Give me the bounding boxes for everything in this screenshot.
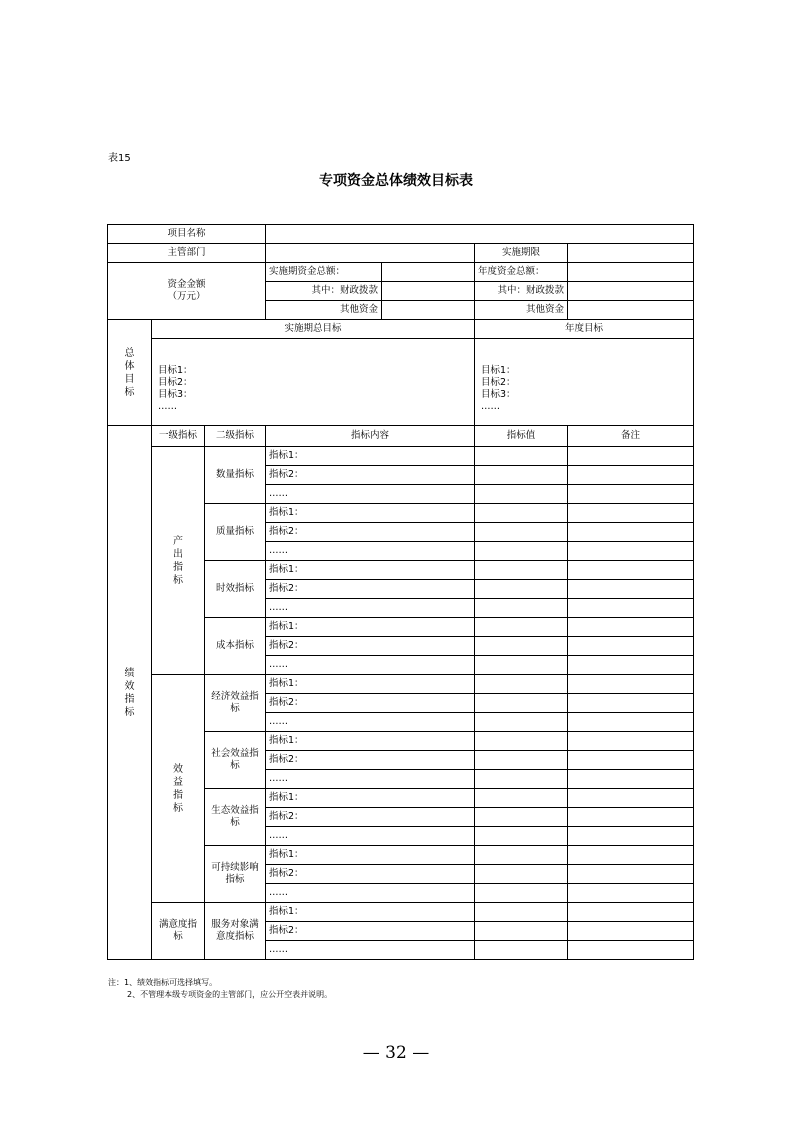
indicator-content-cell[interactable]: 指标2： bbox=[266, 694, 475, 713]
indicator-remark-cell[interactable] bbox=[568, 732, 694, 751]
level1-text: 效益指标 bbox=[173, 763, 183, 814]
indicator-value-cell[interactable] bbox=[475, 827, 568, 846]
indicator-value-cell[interactable] bbox=[475, 846, 568, 865]
level1-text: 满意度指标 bbox=[158, 919, 197, 942]
indicator-remark-cell[interactable] bbox=[568, 903, 694, 922]
indicator-content-cell[interactable]: 指标2： bbox=[266, 865, 475, 884]
period-goal-3: 目标3： bbox=[158, 389, 193, 400]
indicator-value-cell[interactable] bbox=[475, 865, 568, 884]
level2-cell: 社会效益指标 bbox=[205, 732, 266, 789]
funds-label-text: 资金金额 bbox=[167, 279, 206, 290]
period-goal-4: …… bbox=[158, 401, 177, 412]
indicator-remark-cell[interactable] bbox=[568, 884, 694, 903]
other-funds-period-field[interactable] bbox=[382, 301, 475, 320]
indicator-remark-cell[interactable] bbox=[568, 523, 694, 542]
indicator-remark-cell[interactable] bbox=[568, 789, 694, 808]
fiscal-funds-period-field[interactable] bbox=[382, 282, 475, 301]
indicator-value-cell[interactable] bbox=[475, 751, 568, 770]
indicator-remark-cell[interactable] bbox=[568, 599, 694, 618]
level2-cell: 服务对象满意度指标 bbox=[205, 903, 266, 960]
period-field[interactable] bbox=[568, 244, 694, 263]
period-goal-1: 目标1： bbox=[158, 365, 193, 376]
level2-header: 二级指标 bbox=[205, 426, 266, 447]
indicator-remark-cell[interactable] bbox=[568, 694, 694, 713]
indicator-value-cell[interactable] bbox=[475, 789, 568, 808]
indicator-content-cell[interactable]: 指标1： bbox=[266, 789, 475, 808]
indicator-content-cell[interactable]: …… bbox=[266, 599, 475, 618]
page-number: — 32 — bbox=[362, 1043, 430, 1063]
indicator-value-cell[interactable] bbox=[475, 447, 568, 466]
indicator-value-cell[interactable] bbox=[475, 732, 568, 751]
annual-funds-field[interactable] bbox=[568, 263, 694, 282]
level2-cell: 质量指标 bbox=[205, 504, 266, 561]
indicator-remark-cell[interactable] bbox=[568, 846, 694, 865]
indicator-value-cell[interactable] bbox=[475, 637, 568, 656]
department-field[interactable] bbox=[266, 244, 475, 263]
indicator-content-cell[interactable]: 指标1： bbox=[266, 732, 475, 751]
indicator-value-cell[interactable] bbox=[475, 694, 568, 713]
indicator-content-cell[interactable]: 指标1： bbox=[266, 675, 475, 694]
level2-cell: 数量指标 bbox=[205, 447, 266, 504]
overall-goal-label-text: 总体目标 bbox=[124, 347, 135, 398]
notes bbox=[108, 977, 332, 1001]
indicator-remark-cell[interactable] bbox=[568, 922, 694, 941]
indicator-content-cell[interactable]: …… bbox=[266, 485, 475, 504]
indicator-remark-cell[interactable] bbox=[568, 504, 694, 523]
indicator-value-cell[interactable] bbox=[475, 466, 568, 485]
level2-cell: 可持续影响指标 bbox=[205, 846, 266, 903]
indicator-content-cell[interactable]: 指标2： bbox=[266, 922, 475, 941]
indicator-value-cell[interactable] bbox=[475, 675, 568, 694]
indicator-content-cell[interactable]: …… bbox=[266, 827, 475, 846]
indicator-value-cell[interactable] bbox=[475, 504, 568, 523]
period-goals-cell[interactable] bbox=[152, 339, 475, 426]
indicator-value-cell[interactable] bbox=[475, 599, 568, 618]
indicator-content-cell[interactable]: 指标2： bbox=[266, 580, 475, 599]
period-goal-header: 实施期总目标 bbox=[152, 320, 475, 339]
level1-cell bbox=[152, 675, 205, 903]
indicator-content-cell[interactable]: 指标1： bbox=[266, 561, 475, 580]
level1-cell bbox=[152, 447, 205, 675]
total-period-funds-label: 实施期资金总额： bbox=[266, 263, 382, 282]
indicator-value-cell[interactable] bbox=[475, 713, 568, 732]
indicator-content-cell[interactable]: …… bbox=[266, 884, 475, 903]
indicator-remark-cell[interactable] bbox=[568, 466, 694, 485]
indicator-remark-cell[interactable] bbox=[568, 656, 694, 675]
project-name-field[interactable] bbox=[266, 225, 694, 244]
annual-goal-1: 目标1： bbox=[481, 365, 516, 376]
indicator-remark-cell[interactable] bbox=[568, 637, 694, 656]
indicator-remark-cell[interactable] bbox=[568, 770, 694, 789]
annual-goal-header: 年度目标 bbox=[475, 320, 694, 339]
document-title: 专项资金总体绩效目标表 bbox=[319, 173, 473, 189]
indicator-value-cell[interactable] bbox=[475, 922, 568, 941]
indicator-value-cell[interactable] bbox=[475, 561, 568, 580]
indicator-value-cell[interactable] bbox=[475, 808, 568, 827]
content-header: 指标内容 bbox=[266, 426, 475, 447]
note-1: 注：1、绩效指标可选择填写。 bbox=[108, 978, 218, 987]
indicator-content-cell[interactable]: …… bbox=[266, 770, 475, 789]
indicator-content-cell[interactable]: …… bbox=[266, 542, 475, 561]
other-funds-period-label: 其他资金 bbox=[266, 301, 382, 320]
funds-unit: （万元） bbox=[167, 291, 206, 302]
indicator-value-cell[interactable] bbox=[475, 770, 568, 789]
indicator-content-cell[interactable]: 指标1： bbox=[266, 447, 475, 466]
indicator-value-cell[interactable] bbox=[475, 618, 568, 637]
indicator-remark-cell[interactable] bbox=[568, 751, 694, 770]
overall-goal-label bbox=[108, 320, 152, 426]
level2-cell: 经济效益指标 bbox=[205, 675, 266, 732]
indicator-value-cell[interactable] bbox=[475, 485, 568, 504]
table-number: 表15 bbox=[108, 153, 131, 164]
period-label: 实施期限 bbox=[475, 244, 568, 263]
indicator-content-cell[interactable]: 指标1： bbox=[266, 504, 475, 523]
indicator-remark-cell[interactable] bbox=[568, 561, 694, 580]
indicator-content-cell[interactable]: …… bbox=[266, 656, 475, 675]
indicator-remark-cell[interactable] bbox=[568, 675, 694, 694]
level2-cell: 成本指标 bbox=[205, 618, 266, 675]
funds-label bbox=[108, 263, 266, 320]
indicator-remark-cell[interactable] bbox=[568, 713, 694, 732]
indicator-value-cell[interactable] bbox=[475, 903, 568, 922]
indicator-row bbox=[108, 903, 694, 922]
project-name-label: 项目名称 bbox=[108, 225, 266, 244]
indicator-remark-cell[interactable] bbox=[568, 542, 694, 561]
total-period-funds-field[interactable] bbox=[382, 263, 475, 282]
level2-cell: 时效指标 bbox=[205, 561, 266, 618]
fiscal-funds-annual-label: 其中：财政拨款 bbox=[475, 282, 568, 301]
performance-indicator-label bbox=[108, 426, 152, 960]
fiscal-funds-period-label: 其中：财政拨款 bbox=[266, 282, 382, 301]
department-label: 主管部门 bbox=[108, 244, 266, 263]
other-funds-annual-field[interactable] bbox=[568, 301, 694, 320]
indicator-remark-cell[interactable] bbox=[568, 865, 694, 884]
indicator-value-cell[interactable] bbox=[475, 884, 568, 903]
period-goal-2: 目标2： bbox=[158, 377, 193, 388]
indicator-remark-cell[interactable] bbox=[568, 447, 694, 466]
indicator-content-cell[interactable]: 指标2： bbox=[266, 466, 475, 485]
indicator-remark-cell[interactable] bbox=[568, 827, 694, 846]
annual-goal-2: 目标2： bbox=[481, 377, 516, 388]
level1-header: 一级指标 bbox=[152, 426, 205, 447]
indicator-value-cell[interactable] bbox=[475, 542, 568, 561]
level1-cell bbox=[152, 903, 205, 960]
indicator-value-cell[interactable] bbox=[475, 941, 568, 960]
fiscal-funds-annual-field[interactable] bbox=[568, 282, 694, 301]
indicator-value-cell[interactable] bbox=[475, 656, 568, 675]
indicator-content-cell[interactable]: 指标2： bbox=[266, 637, 475, 656]
indicator-content-cell[interactable]: 指标2： bbox=[266, 523, 475, 542]
indicator-content-cell[interactable]: …… bbox=[266, 713, 475, 732]
indicator-content-cell[interactable]: …… bbox=[266, 941, 475, 960]
indicator-remark-cell[interactable] bbox=[568, 808, 694, 827]
indicator-content-cell[interactable]: 指标1： bbox=[266, 618, 475, 637]
indicator-remark-cell[interactable] bbox=[568, 580, 694, 599]
indicator-content-cell[interactable]: 指标1： bbox=[266, 903, 475, 922]
annual-goal-4: …… bbox=[481, 401, 501, 412]
level2-cell: 生态效益指标 bbox=[205, 789, 266, 846]
performance-indicator-label-text: 绩效指标 bbox=[124, 667, 135, 718]
annual-funds-label: 年度资金总额： bbox=[475, 263, 568, 282]
indicator-row bbox=[108, 447, 694, 466]
indicator-remark-cell[interactable] bbox=[568, 941, 694, 960]
indicator-content-cell[interactable]: 指标2： bbox=[266, 751, 475, 770]
indicator-remark-cell[interactable] bbox=[568, 485, 694, 504]
indicator-content-cell[interactable]: 指标1： bbox=[266, 846, 475, 865]
indicator-content-cell[interactable]: 指标2： bbox=[266, 808, 475, 827]
note-2: 2、不管理本级专项资金的主管部门，应公开空表并说明。 bbox=[127, 990, 333, 999]
indicator-value-cell[interactable] bbox=[475, 523, 568, 542]
value-header: 指标值 bbox=[475, 426, 568, 447]
annual-goals-cell[interactable] bbox=[475, 339, 694, 426]
other-funds-annual-label: 其他资金 bbox=[475, 301, 568, 320]
performance-target-table bbox=[107, 224, 694, 960]
annual-goal-3: 目标3： bbox=[481, 389, 516, 400]
indicator-row bbox=[108, 675, 694, 694]
indicator-remark-cell[interactable] bbox=[568, 618, 694, 637]
indicator-value-cell[interactable] bbox=[475, 580, 568, 599]
level1-text: 产出指标 bbox=[173, 535, 183, 586]
remark-header: 备注 bbox=[568, 426, 694, 447]
